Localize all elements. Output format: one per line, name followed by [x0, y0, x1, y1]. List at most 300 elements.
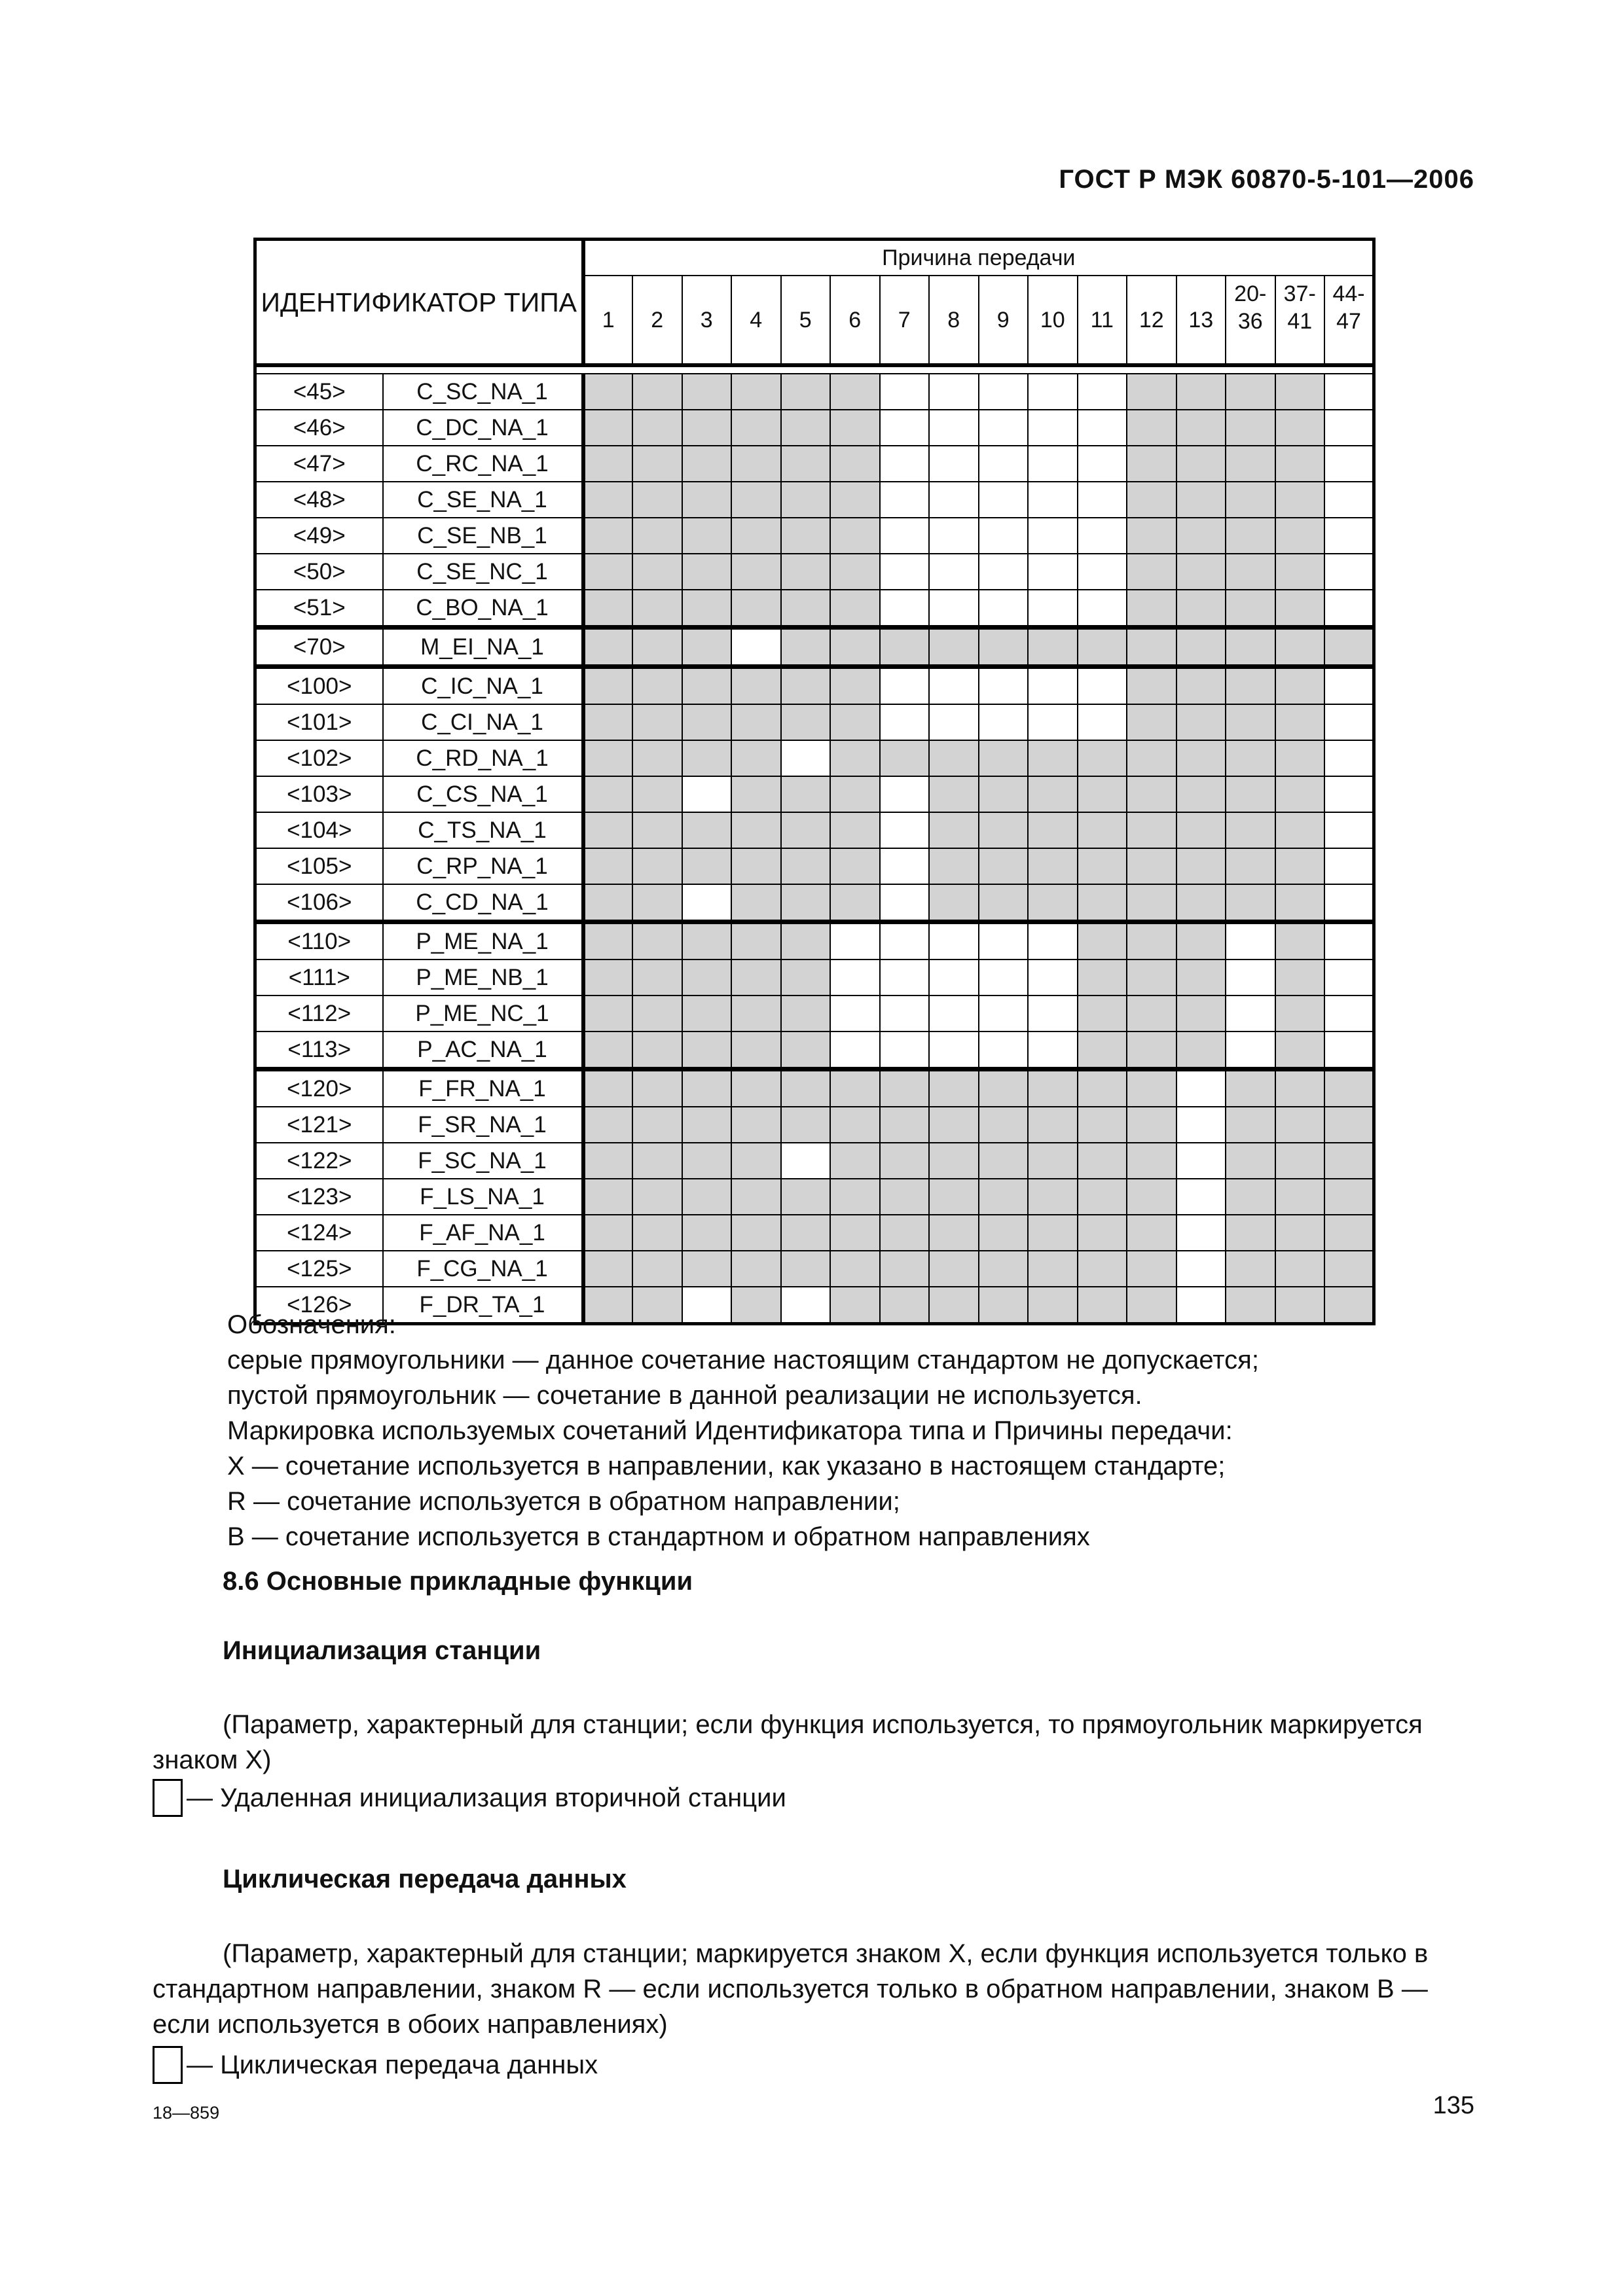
- disallowed-cell: [632, 482, 682, 518]
- unused-cell[interactable]: [1324, 884, 1374, 922]
- type-id-cell: <104>: [255, 812, 383, 848]
- unused-cell[interactable]: [979, 410, 1029, 446]
- disallowed-cell: [632, 554, 682, 590]
- unused-cell[interactable]: [929, 482, 979, 518]
- disallowed-cell: [1028, 1215, 1078, 1251]
- disallowed-cell: [929, 1107, 979, 1143]
- unused-cell[interactable]: [929, 590, 979, 628]
- init-option: [153, 1779, 786, 1817]
- disallowed-cell: [682, 667, 732, 705]
- unused-cell[interactable]: [1324, 446, 1374, 482]
- disallowed-cell: [632, 776, 682, 812]
- disallowed-cell: [731, 590, 781, 628]
- disallowed-cell: [731, 374, 781, 410]
- disallowed-cell: [731, 1031, 781, 1069]
- unused-cell[interactable]: [979, 704, 1029, 740]
- disallowed-cell: [1275, 922, 1325, 960]
- disallowed-cell: [1127, 590, 1176, 628]
- unused-cell[interactable]: [1176, 1143, 1226, 1179]
- unused-cell[interactable]: [979, 518, 1029, 554]
- disallowed-cell: [583, 1031, 633, 1069]
- disallowed-cell: [1078, 812, 1127, 848]
- unused-cell[interactable]: [880, 884, 930, 922]
- disallowed-cell: [1324, 628, 1374, 667]
- type-name-cell: F_LS_NA_1: [383, 1179, 583, 1215]
- unused-cell[interactable]: [1226, 922, 1275, 960]
- disallowed-cell: [1176, 1031, 1226, 1069]
- unused-cell[interactable]: [1324, 740, 1374, 776]
- unused-cell[interactable]: [929, 667, 979, 705]
- disallowed-cell: [1226, 554, 1275, 590]
- unused-cell[interactable]: [880, 590, 930, 628]
- unused-cell[interactable]: [1028, 482, 1078, 518]
- unused-cell[interactable]: [1028, 374, 1078, 410]
- disallowed-cell: [583, 704, 633, 740]
- disallowed-cell: [979, 776, 1029, 812]
- unused-cell[interactable]: [1078, 410, 1127, 446]
- disallowed-cell: [583, 1069, 633, 1107]
- type-name-cell: C_IC_NA_1: [383, 667, 583, 705]
- disallowed-cell: [880, 1215, 930, 1251]
- disallowed-cell: [830, 1179, 880, 1215]
- unused-cell[interactable]: [1324, 667, 1374, 705]
- disallowed-cell: [1324, 1069, 1374, 1107]
- unused-cell[interactable]: [830, 960, 880, 996]
- unused-cell[interactable]: [880, 374, 930, 410]
- disallowed-cell: [830, 446, 880, 482]
- disallowed-cell: [880, 1251, 930, 1287]
- disallowed-cell: [632, 704, 682, 740]
- unused-cell[interactable]: [929, 1031, 979, 1069]
- type-id-cell: <70>: [255, 628, 383, 667]
- disallowed-cell: [583, 374, 633, 410]
- disallowed-cell: [830, 374, 880, 410]
- unused-cell[interactable]: [1078, 704, 1127, 740]
- unused-cell[interactable]: [1028, 590, 1078, 628]
- unused-cell[interactable]: [880, 482, 930, 518]
- unused-cell[interactable]: [929, 410, 979, 446]
- type-name-cell: F_FR_NA_1: [383, 1069, 583, 1107]
- disallowed-cell: [731, 1179, 781, 1215]
- disallowed-cell: [1176, 374, 1226, 410]
- disallowed-cell: [583, 1179, 633, 1215]
- disallowed-cell: [632, 812, 682, 848]
- disallowed-cell: [929, 1251, 979, 1287]
- unused-cell[interactable]: [880, 1031, 930, 1069]
- unused-cell[interactable]: [1028, 1031, 1078, 1069]
- type-id-cell: <101>: [255, 704, 383, 740]
- disallowed-cell: [979, 1251, 1029, 1287]
- disallowed-cell: [830, 812, 880, 848]
- disallowed-cell: [731, 812, 781, 848]
- disallowed-cell: [979, 1143, 1029, 1179]
- disallowed-cell: [781, 812, 831, 848]
- disallowed-cell: [929, 1143, 979, 1179]
- disallowed-cell: [781, 482, 831, 518]
- disallowed-cell: [731, 518, 781, 554]
- disallowed-cell: [1127, 446, 1176, 482]
- disallowed-cell: [682, 812, 732, 848]
- disallowed-cell: [1226, 628, 1275, 667]
- disallowed-cell: [1176, 482, 1226, 518]
- disallowed-cell: [1078, 960, 1127, 996]
- unused-cell[interactable]: [1226, 996, 1275, 1031]
- type-name-cell: P_ME_NC_1: [383, 996, 583, 1031]
- disallowed-cell: [682, 1069, 732, 1107]
- unused-cell[interactable]: [682, 884, 732, 922]
- disallowed-cell: [880, 1069, 930, 1107]
- disallowed-cell: [781, 628, 831, 667]
- unused-cell[interactable]: [929, 996, 979, 1031]
- remote-init-checkbox[interactable]: [153, 1779, 183, 1817]
- unused-cell[interactable]: [830, 922, 880, 960]
- disallowed-cell: [979, 740, 1029, 776]
- type-id-cell: <49>: [255, 518, 383, 554]
- cause-column-header: 2: [632, 276, 682, 365]
- disallowed-cell: [731, 482, 781, 518]
- disallowed-cell: [1275, 410, 1325, 446]
- disallowed-cell: [1176, 960, 1226, 996]
- disallowed-cell: [1028, 740, 1078, 776]
- disallowed-cell: [781, 590, 831, 628]
- type-name-cell: P_ME_NA_1: [383, 922, 583, 960]
- unused-cell[interactable]: [1028, 667, 1078, 705]
- table-row: [255, 1179, 1374, 1215]
- disallowed-cell: [1324, 1107, 1374, 1143]
- unused-cell[interactable]: [979, 374, 1029, 410]
- disallowed-cell: [583, 1251, 633, 1287]
- unused-cell[interactable]: [880, 922, 930, 960]
- disallowed-cell: [781, 1107, 831, 1143]
- unused-cell[interactable]: [929, 960, 979, 996]
- disallowed-cell: [632, 590, 682, 628]
- disallowed-cell: [781, 446, 831, 482]
- unused-cell[interactable]: [929, 518, 979, 554]
- unused-cell[interactable]: [781, 1143, 831, 1179]
- table-row: [255, 482, 1374, 518]
- type-id-cell: <112>: [255, 996, 383, 1031]
- disallowed-cell: [1028, 1179, 1078, 1215]
- disallowed-cell: [1127, 996, 1176, 1031]
- table-row: [255, 1251, 1374, 1287]
- disallowed-cell: [1226, 482, 1275, 518]
- unused-cell[interactable]: [1324, 482, 1374, 518]
- disallowed-cell: [731, 1143, 781, 1179]
- unused-cell[interactable]: [1078, 446, 1127, 482]
- disallowed-cell: [632, 1069, 682, 1107]
- type-id-cell: <124>: [255, 1215, 383, 1251]
- disallowed-cell: [632, 1215, 682, 1251]
- disallowed-cell: [731, 704, 781, 740]
- disallowed-cell: [1127, 1143, 1176, 1179]
- disallowed-cell: [929, 740, 979, 776]
- disallowed-cell: [682, 446, 732, 482]
- type-name-cell: C_BO_NA_1: [383, 590, 583, 628]
- unused-cell[interactable]: [979, 482, 1029, 518]
- type-id-cell: <121>: [255, 1107, 383, 1143]
- unused-cell[interactable]: [1028, 960, 1078, 996]
- disallowed-cell: [929, 848, 979, 884]
- table-row: [255, 590, 1374, 628]
- table-row: [255, 1215, 1374, 1251]
- disallowed-cell: [1078, 776, 1127, 812]
- unused-cell[interactable]: [929, 446, 979, 482]
- type-name-cell: P_ME_NB_1: [383, 960, 583, 996]
- unused-cell[interactable]: [880, 704, 930, 740]
- disallowed-cell: [781, 704, 831, 740]
- disallowed-cell: [781, 410, 831, 446]
- unused-cell[interactable]: [979, 590, 1029, 628]
- disallowed-cell: [731, 446, 781, 482]
- unused-cell[interactable]: [1324, 996, 1374, 1031]
- disallowed-cell: [1127, 374, 1176, 410]
- unused-cell[interactable]: [979, 960, 1029, 996]
- disallowed-cell: [929, 1179, 979, 1215]
- unused-cell[interactable]: [830, 996, 880, 1031]
- unused-cell[interactable]: [1324, 410, 1374, 446]
- unused-cell[interactable]: [1176, 1107, 1226, 1143]
- disallowed-cell: [583, 590, 633, 628]
- disallowed-cell: [1275, 482, 1325, 518]
- type-id-cell: <47>: [255, 446, 383, 482]
- unused-cell[interactable]: [880, 518, 930, 554]
- table-row: [255, 740, 1374, 776]
- disallowed-cell: [1176, 410, 1226, 446]
- disallowed-cell: [1127, 922, 1176, 960]
- unused-cell[interactable]: [1028, 704, 1078, 740]
- disallowed-cell: [979, 848, 1029, 884]
- unused-cell[interactable]: [1226, 1031, 1275, 1069]
- cause-header: Причина передачи: [583, 240, 1374, 276]
- disallowed-cell: [830, 590, 880, 628]
- disallowed-cell: [583, 554, 633, 590]
- disallowed-cell: [682, 482, 732, 518]
- unused-cell[interactable]: [1176, 1179, 1226, 1215]
- disallowed-cell: [731, 960, 781, 996]
- unused-cell[interactable]: [1028, 996, 1078, 1031]
- unused-cell[interactable]: [979, 667, 1029, 705]
- unused-cell[interactable]: [1176, 1215, 1226, 1251]
- unused-cell[interactable]: [1176, 1069, 1226, 1107]
- legend-line: серые прямоугольники — данное сочетание настоящим стандартом не допускается;: [227, 1346, 1259, 1374]
- unused-cell[interactable]: [731, 628, 781, 667]
- type-id-cell: <51>: [255, 590, 383, 628]
- unused-cell[interactable]: [1078, 554, 1127, 590]
- unused-cell[interactable]: [1176, 1251, 1226, 1287]
- disallowed-cell: [1127, 1107, 1176, 1143]
- unused-cell[interactable]: [880, 848, 930, 884]
- disallowed-cell: [1028, 848, 1078, 884]
- unused-cell[interactable]: [929, 704, 979, 740]
- unused-cell[interactable]: [1324, 518, 1374, 554]
- disallowed-cell: [929, 1069, 979, 1107]
- disallowed-cell: [1028, 1107, 1078, 1143]
- unused-cell[interactable]: [880, 410, 930, 446]
- disallowed-cell: [830, 848, 880, 884]
- disallowed-cell: [1176, 704, 1226, 740]
- unused-cell[interactable]: [1028, 554, 1078, 590]
- disallowed-cell: [583, 482, 633, 518]
- unused-cell[interactable]: [1324, 922, 1374, 960]
- disallowed-cell: [583, 812, 633, 848]
- unused-cell[interactable]: [1078, 518, 1127, 554]
- disallowed-cell: [1176, 922, 1226, 960]
- disallowed-cell: [1028, 776, 1078, 812]
- table-row: [255, 628, 1374, 667]
- unused-cell[interactable]: [880, 960, 930, 996]
- disallowed-cell: [632, 667, 682, 705]
- disallowed-cell: [632, 740, 682, 776]
- unused-cell[interactable]: [1226, 960, 1275, 996]
- disallowed-cell: [682, 628, 732, 667]
- cause-column-header: 11: [1078, 276, 1127, 365]
- unused-cell[interactable]: [979, 446, 1029, 482]
- unused-cell[interactable]: [1078, 667, 1127, 705]
- disallowed-cell: [1078, 740, 1127, 776]
- type-name-cell: F_SR_NA_1: [383, 1107, 583, 1143]
- type-name-cell: C_CI_NA_1: [383, 704, 583, 740]
- disallowed-cell: [632, 374, 682, 410]
- disallowed-cell: [880, 1107, 930, 1143]
- table-row: [255, 667, 1374, 705]
- disallowed-cell: [781, 1251, 831, 1287]
- disallowed-cell: [1127, 884, 1176, 922]
- type-name-cell: C_RC_NA_1: [383, 446, 583, 482]
- unused-cell[interactable]: [1324, 374, 1374, 410]
- unused-cell[interactable]: [979, 996, 1029, 1031]
- disallowed-cell: [1324, 1215, 1374, 1251]
- table-row: [255, 554, 1374, 590]
- disallowed-cell: [830, 554, 880, 590]
- disallowed-cell: [632, 518, 682, 554]
- disallowed-cell: [1078, 884, 1127, 922]
- disallowed-cell: [1078, 1031, 1127, 1069]
- unused-cell[interactable]: [1324, 704, 1374, 740]
- table-row: [255, 374, 1374, 410]
- table-row: [255, 1107, 1374, 1143]
- unused-cell[interactable]: [1324, 554, 1374, 590]
- disallowed-cell: [979, 1179, 1029, 1215]
- unused-cell[interactable]: [880, 554, 930, 590]
- disallowed-cell: [830, 410, 880, 446]
- disallowed-cell: [929, 812, 979, 848]
- disallowed-cell: [1226, 590, 1275, 628]
- disallowed-cell: [632, 922, 682, 960]
- disallowed-cell: [929, 776, 979, 812]
- disallowed-cell: [1324, 1179, 1374, 1215]
- disallowed-cell: [1226, 518, 1275, 554]
- unused-cell[interactable]: [1324, 590, 1374, 628]
- disallowed-cell: [781, 518, 831, 554]
- unused-cell[interactable]: [880, 446, 930, 482]
- unused-cell[interactable]: [1028, 922, 1078, 960]
- disallowed-cell: [1127, 482, 1176, 518]
- unused-cell[interactable]: [929, 922, 979, 960]
- type-id-cell: <126>: [255, 1287, 383, 1324]
- cause-column-header: 10: [1028, 276, 1078, 365]
- disallowed-cell: [1028, 884, 1078, 922]
- header-separator: [255, 365, 1374, 374]
- unused-cell[interactable]: [1324, 776, 1374, 812]
- disallowed-cell: [781, 374, 831, 410]
- cyclic-transfer-checkbox[interactable]: [153, 2046, 183, 2084]
- unused-cell[interactable]: [1028, 410, 1078, 446]
- unused-cell[interactable]: [929, 554, 979, 590]
- unused-cell[interactable]: [1324, 960, 1374, 996]
- unused-cell[interactable]: [830, 1031, 880, 1069]
- unused-cell[interactable]: [1078, 374, 1127, 410]
- unused-cell[interactable]: [929, 374, 979, 410]
- unused-cell[interactable]: [1078, 590, 1127, 628]
- table-row: [255, 996, 1374, 1031]
- legend-line: B — сочетание используется в стандартном и обратном направлениях: [227, 1522, 1090, 1551]
- unused-cell[interactable]: [682, 776, 732, 812]
- disallowed-cell: [1226, 1215, 1275, 1251]
- disallowed-cell: [929, 628, 979, 667]
- disallowed-cell: [1275, 884, 1325, 922]
- disallowed-cell: [1127, 554, 1176, 590]
- disallowed-cell: [1028, 628, 1078, 667]
- table-row: [255, 518, 1374, 554]
- type-id-cell: <120>: [255, 1069, 383, 1107]
- unused-cell[interactable]: [979, 1031, 1029, 1069]
- cause-column-header: 20- 36: [1226, 276, 1275, 365]
- disallowed-cell: [1127, 1251, 1176, 1287]
- unused-cell[interactable]: [880, 667, 930, 705]
- cyclic-option: [153, 2046, 598, 2084]
- cause-column-header: 13: [1176, 276, 1226, 365]
- disallowed-cell: [1275, 996, 1325, 1031]
- disallowed-cell: [1275, 704, 1325, 740]
- type-name-cell: P_AC_NA_1: [383, 1031, 583, 1069]
- unused-cell[interactable]: [1324, 1031, 1374, 1069]
- unused-cell[interactable]: [1028, 446, 1078, 482]
- disallowed-cell: [1078, 996, 1127, 1031]
- table-row: [255, 776, 1374, 812]
- disallowed-cell: [1226, 1069, 1275, 1107]
- unused-cell[interactable]: [1078, 482, 1127, 518]
- disallowed-cell: [682, 590, 732, 628]
- unused-cell[interactable]: [781, 740, 831, 776]
- disallowed-cell: [781, 667, 831, 705]
- disallowed-cell: [1078, 848, 1127, 884]
- disallowed-cell: [682, 1251, 732, 1287]
- disallowed-cell: [632, 960, 682, 996]
- unused-cell[interactable]: [1324, 848, 1374, 884]
- disallowed-cell: [1275, 812, 1325, 848]
- disallowed-cell: [781, 1069, 831, 1107]
- disallowed-cell: [1127, 1069, 1176, 1107]
- type-name-cell: F_DR_TA_1: [383, 1287, 583, 1324]
- unused-cell[interactable]: [880, 996, 930, 1031]
- unused-cell[interactable]: [979, 554, 1029, 590]
- disallowed-cell: [1127, 410, 1176, 446]
- disallowed-cell: [1078, 1069, 1127, 1107]
- unused-cell[interactable]: [880, 776, 930, 812]
- unused-cell[interactable]: [1028, 518, 1078, 554]
- disallowed-cell: [1226, 374, 1275, 410]
- unused-cell[interactable]: [1324, 812, 1374, 848]
- unused-cell[interactable]: [880, 812, 930, 848]
- disallowed-cell: [1226, 812, 1275, 848]
- table-row: [255, 848, 1374, 884]
- unused-cell[interactable]: [979, 922, 1029, 960]
- disallowed-cell: [880, 628, 930, 667]
- disallowed-cell: [1226, 1107, 1275, 1143]
- disallowed-cell: [1176, 740, 1226, 776]
- disallowed-cell: [682, 996, 732, 1031]
- disallowed-cell: [583, 667, 633, 705]
